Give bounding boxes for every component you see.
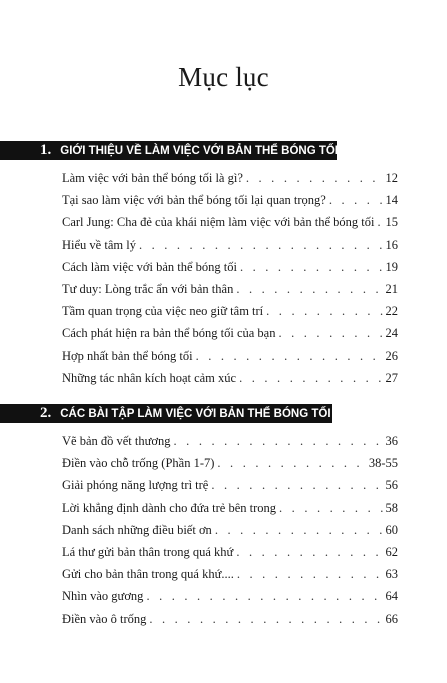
toc-entry-page-number: 36 <box>385 434 398 448</box>
toc-entry-title: Điền vào chỗ trống (Phần 1-7) <box>62 456 215 471</box>
toc-entry[interactable] <box>62 545 398 567</box>
dot-leader <box>149 612 383 627</box>
toc-entry-page-number: 26 <box>385 348 398 363</box>
dot-leader <box>246 171 384 186</box>
toc-entry-title: Tư duy: Lòng trắc ẩn với bản thân <box>62 281 234 296</box>
toc-entry[interactable] <box>62 326 398 348</box>
toc-entry[interactable] <box>62 304 398 326</box>
toc-entry-page-number: 22 <box>385 304 398 319</box>
dot-leader <box>279 501 383 516</box>
toc-entry[interactable] <box>62 523 398 545</box>
dot-leader <box>217 456 366 471</box>
toc-entry-page-number: 21 <box>385 281 398 296</box>
dot-leader <box>139 238 384 253</box>
dot-leader <box>278 326 383 341</box>
section-header-1 <box>0 141 337 160</box>
toc-entry-title: Vẽ bản đồ vết thương <box>62 434 171 448</box>
toc-entry-title: Nhìn vào gương <box>62 589 144 604</box>
dot-leader <box>239 371 383 386</box>
toc-entry[interactable] <box>62 238 398 260</box>
toc-entry-title: Tại sao làm việc với bản thể bóng tối lại quan trọng? <box>62 193 326 208</box>
toc-entry-page-number: 38-55 <box>368 456 398 471</box>
toc-entry-page-number: 16 <box>385 237 398 252</box>
dot-leader <box>174 434 384 449</box>
toc-entry[interactable] <box>62 501 398 523</box>
toc-entry-page-number: 24 <box>385 326 398 341</box>
dot-leader <box>211 478 383 493</box>
toc-entry[interactable] <box>62 612 398 634</box>
toc-entry-title: Những tác nhân kích hoạt cảm xúc <box>62 370 237 385</box>
dot-leader <box>329 193 384 208</box>
toc-entry-page-number: 14 <box>385 193 398 208</box>
toc-entry-title: Cách làm việc với bản thể bóng tối <box>62 259 237 274</box>
toc-list-section-2 <box>62 434 398 634</box>
toc-entry[interactable] <box>62 567 398 589</box>
toc-entry[interactable] <box>62 282 398 304</box>
toc-entry-page-number: 27 <box>385 370 398 385</box>
toc-entry-title: Gửi cho bản thân trong quá khứ.... <box>62 567 234 582</box>
section-heading: CÁC BÀI TẬP LÀM VIỆC VỚI BẢN THỂ BÓNG TỐI <box>60 407 331 420</box>
toc-entry-title: Carl Jung: Cha đẻ của khái niệm làm việc với bản thể bóng tối <box>62 215 375 230</box>
toc-entry-page-number: 62 <box>385 544 398 559</box>
toc-entry-page-number: 64 <box>385 589 398 604</box>
toc-entry[interactable] <box>62 171 398 193</box>
toc-entry-title: Làm việc với bản thể bóng tối là gì? <box>62 171 243 185</box>
dot-leader <box>240 260 384 275</box>
toc-entry[interactable] <box>62 193 398 215</box>
toc-entry-title: Danh sách những điều biết ơn <box>62 522 212 537</box>
toc-entry-title: Hợp nhất bản thể bóng tối <box>62 348 193 363</box>
toc-entry-title: Giải phóng năng lượng trì trệ <box>62 478 209 493</box>
toc-list-section-1 <box>62 171 398 393</box>
toc-entry-page-number: 19 <box>385 259 398 274</box>
dot-leader <box>196 349 384 364</box>
page-title: Mục lục <box>178 62 269 92</box>
toc-entry-page-number: 63 <box>385 567 398 582</box>
toc-entry-page-number: 12 <box>385 171 398 185</box>
toc-entry[interactable] <box>62 215 398 237</box>
toc-entry-title: Cách phát hiện ra bản thể bóng tối của bạn <box>62 326 276 341</box>
dot-leader <box>215 523 384 538</box>
section-number: 1. <box>40 142 52 158</box>
toc-entry[interactable] <box>62 434 398 456</box>
toc-entry-page-number: 58 <box>385 500 398 515</box>
dot-leader <box>236 545 383 560</box>
toc-entry-page-number: 66 <box>385 611 398 626</box>
toc-entry[interactable] <box>62 478 398 500</box>
toc-entry-title: Lá thư gửi bản thân trong quá khứ <box>62 544 234 559</box>
toc-entry-page-number: 15 <box>385 215 398 230</box>
dot-leader <box>236 282 383 297</box>
toc-entry[interactable] <box>62 456 398 478</box>
toc-entry-title: Hiểu về tâm lý <box>62 237 136 252</box>
toc-entry[interactable] <box>62 589 398 611</box>
toc-entry[interactable] <box>62 260 398 282</box>
section-number: 2. <box>40 405 52 421</box>
toc-entry-title: Tầm quan trọng của việc neo giữ tâm trí <box>62 304 264 319</box>
toc-entry[interactable] <box>62 371 398 393</box>
dot-leader <box>146 589 383 604</box>
section-header-2 <box>0 404 332 423</box>
toc-entry[interactable] <box>62 349 398 371</box>
toc-entry-title: Lời khẳng định dành cho đứa trẻ bên trong <box>62 500 277 515</box>
section-heading: GIỚI THIỆU VỀ LÀM VIỆC VỚI BẢN THỂ BÓNG TỐI <box>60 144 338 157</box>
toc-entry-title: Điền vào ô trống <box>62 611 147 626</box>
dot-leader <box>266 304 383 319</box>
dot-leader <box>237 567 384 582</box>
toc-entry-page-number: 56 <box>385 478 398 493</box>
toc-entry-page-number: 60 <box>385 522 398 537</box>
